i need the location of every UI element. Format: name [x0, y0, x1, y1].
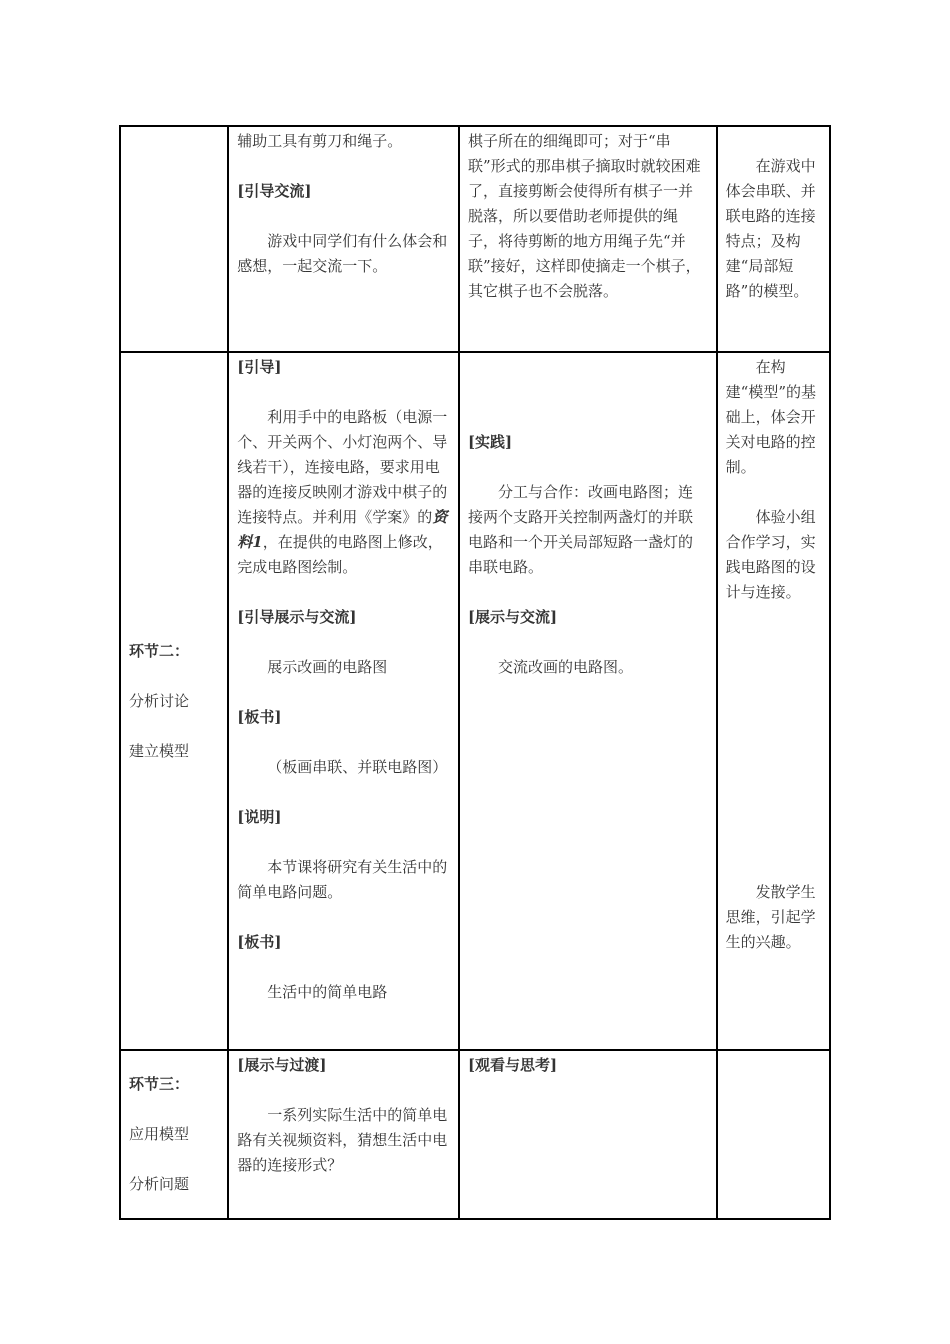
section-heading: [实践] — [467, 433, 513, 451]
student-text: 交流改画的电路图。 — [497, 658, 633, 676]
student-text: 分工与合作：改画电路图；连接两个支路开关控制两盏灯的并联电路和一个开关局部短路一盏灯的串联电路。 — [467, 483, 693, 576]
intent-text: 发散学生思维，引起学生的兴趣。 — [725, 883, 816, 951]
teacher-text: 展示改画的电路图 — [267, 658, 388, 676]
student-activity-cell — [459, 1050, 717, 1219]
stage-cell — [120, 1050, 228, 1219]
stage-label: 环节二： — [129, 641, 190, 660]
design-intent-cell — [717, 126, 830, 352]
teacher-text: （板画串联、并联电路图） — [267, 758, 448, 776]
stage-label: 环节三： — [129, 1075, 190, 1093]
section-heading: [引导交流] — [237, 182, 312, 200]
design-intent-cell-empty — [717, 1050, 830, 1219]
student-text: 棋子所在的细绳即可；对于“串联”形式的那串棋子摘取时就较困难了，直接剪断会使得所有棋子一并脱落，所以要借助老师提供的绳子，将待剪断的地方用绳子先“并联”接好，这样即使摘走一个棋子，其它棋子也不会脱落。 — [467, 132, 701, 300]
stage-title: 分析讨论 — [129, 691, 190, 710]
teacher-text: 游戏中同学们有什么体会和感想，一起交流一下。 — [237, 232, 448, 275]
section-heading: [板书] — [237, 708, 282, 726]
section-heading: [观看与思考] — [467, 1056, 558, 1074]
intent-text: 体验小组合作学习，实践电路图的设计与连接。 — [725, 508, 816, 601]
teacher-activity-cell — [228, 352, 459, 1050]
teacher-text — [237, 405, 450, 580]
table-row — [120, 1050, 830, 1219]
student-activity-cell — [459, 126, 717, 352]
teacher-activity-cell — [228, 1050, 459, 1219]
teacher-text: 辅助工具有剪刀和绳子。 — [237, 132, 403, 150]
table-row — [120, 352, 830, 1050]
teacher-text: 一系列实际生活中的简单电路有关视频资料，猜想生活中电器的连接形式？ — [237, 1106, 448, 1174]
stage-title: 建立模型 — [129, 741, 190, 760]
teacher-text: 本节课将研究有关生活中的简单电路问题。 — [237, 858, 448, 901]
student-activity-cell — [459, 352, 717, 1050]
emphasis-text: 资料1 — [237, 508, 448, 551]
stage-cell-empty — [120, 126, 228, 352]
section-heading: [展示与过渡] — [237, 1056, 327, 1074]
section-heading: [引导展示与交流] — [237, 608, 357, 626]
section-heading: [展示与交流] — [467, 608, 558, 626]
section-heading: [引导] — [237, 358, 282, 376]
section-heading: [板书] — [237, 933, 282, 951]
section-heading: [说明] — [237, 808, 282, 826]
stage-cell — [120, 352, 228, 1050]
design-intent-cell — [717, 352, 830, 1050]
teacher-activity-cell — [228, 126, 459, 352]
teacher-text-part: ，在提供的电路图上修改，完成电路图绘制。 — [237, 533, 443, 576]
stage-title: 应用模型 — [129, 1125, 190, 1143]
teacher-text: 生活中的简单电路 — [267, 983, 388, 1001]
lesson-plan-table — [119, 125, 831, 1220]
teacher-text-part: 利用手中的电路板（电源一个、开关两个、小灯泡两个、导线若干），连接电路，要求用电器的连接反映刚才游戏中棋子的连接特点。并利用《学案》的 — [237, 408, 448, 526]
intent-text: 在构建“模型”的基础上，体会开关对电路的控制。 — [725, 358, 816, 476]
stage-title: 分析问题 — [129, 1175, 190, 1193]
intent-text: 在游戏中体会串联、并联电路的连接特点；及构建“局部短路”的模型。 — [725, 157, 816, 300]
table-row — [120, 126, 830, 352]
